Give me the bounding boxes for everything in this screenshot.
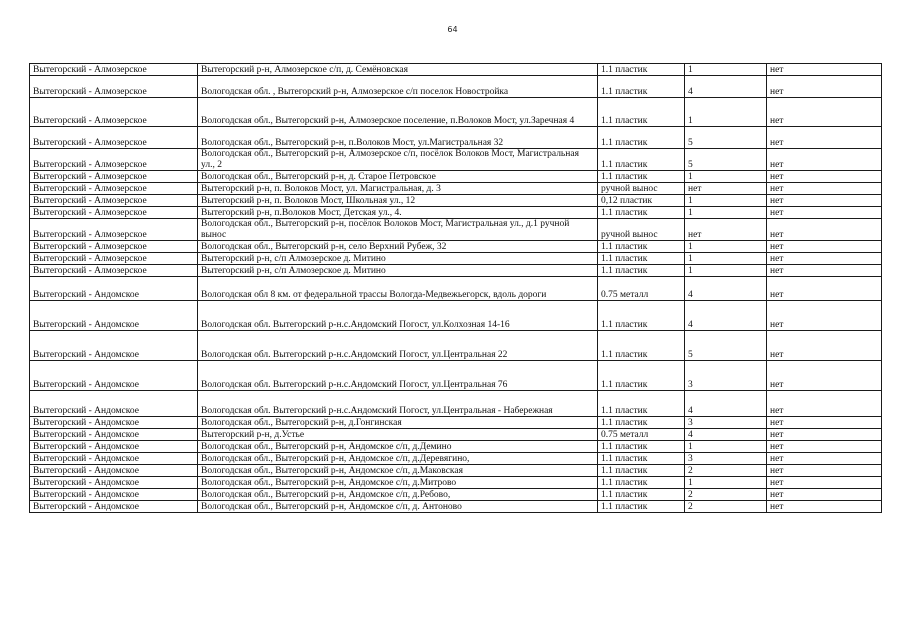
container-type-cell: 1.1 пластик xyxy=(598,477,685,489)
container-count-cell: 1 xyxy=(685,477,767,489)
status-cell: нет xyxy=(767,98,882,127)
table-row xyxy=(30,171,882,183)
address-cell: Вологодская обл., Вытегорский р-н, Андомское с/п, д.Демино xyxy=(198,441,598,453)
container-count-cell: 4 xyxy=(685,76,767,98)
district-cell: Вытегорский - Андомское xyxy=(30,391,198,417)
container-type-cell: 0.75 металл xyxy=(598,429,685,441)
address-cell: Вологодская обл. Вытегорский р-н.с.Андомский Погост, ул.Центральная 22 xyxy=(198,331,598,361)
container-type-cell: 1.1 пластик xyxy=(598,76,685,98)
container-count-cell: 1 xyxy=(685,253,767,265)
table-row xyxy=(30,331,882,361)
status-cell: нет xyxy=(767,265,882,277)
container-type-cell: 1.1 пластик xyxy=(598,361,685,391)
container-count-cell: 5 xyxy=(685,127,767,149)
district-cell: Вытегорский - Андомское xyxy=(30,453,198,465)
table-row xyxy=(30,127,882,149)
address-cell: Вологодская обл., Вытегорский р-н, Алмозерское с/п, посёлок Волоков Мост, Магистральная ул., 2 xyxy=(198,149,598,171)
status-cell: нет xyxy=(767,501,882,513)
address-cell: Вологодская обл., Вытегорский р-н, Андомское с/п, д.Маковская xyxy=(198,465,598,477)
table-row xyxy=(30,417,882,429)
container-type-cell: 1.1 пластик xyxy=(598,98,685,127)
container-type-cell: 1.1 пластик xyxy=(598,253,685,265)
table-row xyxy=(30,253,882,265)
container-count-cell: 1 xyxy=(685,441,767,453)
district-cell: Вытегорский - Алмозерское xyxy=(30,265,198,277)
container-type-cell: 1.1 пластик xyxy=(598,301,685,331)
status-cell: нет xyxy=(767,171,882,183)
address-cell: Вологодская обл., Вытегорский р-н, п.Волоков Мост, ул.Магистральная 32 xyxy=(198,127,598,149)
container-count-cell: 3 xyxy=(685,361,767,391)
table-row xyxy=(30,301,882,331)
status-cell: нет xyxy=(767,465,882,477)
container-type-cell: 1.1 пластик xyxy=(598,441,685,453)
district-cell: Вытегорский - Алмозерское xyxy=(30,76,198,98)
address-cell: Вытегорский р-н, Алмозерское с/п, д. Семёновская xyxy=(198,64,598,76)
table-row xyxy=(30,361,882,391)
district-cell: Вытегорский - Андомское xyxy=(30,361,198,391)
container-count-cell: 4 xyxy=(685,391,767,417)
table-row xyxy=(30,149,882,171)
address-cell: Вытегорский р-н, с/п Алмозерское д. Митино xyxy=(198,265,598,277)
district-cell: Вытегорский - Андомское xyxy=(30,331,198,361)
address-cell: Вологодская обл., Вытегорский р-н, д. Старое Петровское xyxy=(198,171,598,183)
status-cell: нет xyxy=(767,453,882,465)
container-type-cell: 0,12 пластик xyxy=(598,195,685,207)
district-cell: Вытегорский - Алмозерское xyxy=(30,219,198,241)
address-cell: Вологодская обл., Вытегорский р-н, посёлок Волоков Мост, Магистральная ул., д.1 ручной вынос xyxy=(198,219,598,241)
container-type-cell: 1.1 пластик xyxy=(598,391,685,417)
table-row xyxy=(30,207,882,219)
address-cell: Вологодская обл., Вытегорский р-н, Алмозерское поселение, п.Волоков Мост, ул.Заречная 4 xyxy=(198,98,598,127)
container-count-cell: 4 xyxy=(685,301,767,331)
status-cell: нет xyxy=(767,127,882,149)
status-cell: нет xyxy=(767,149,882,171)
status-cell: нет xyxy=(767,429,882,441)
container-count-cell: 2 xyxy=(685,489,767,501)
district-cell: Вытегорский - Андомское xyxy=(30,429,198,441)
container-type-cell: ручной вынос xyxy=(598,219,685,241)
container-count-cell: 1 xyxy=(685,171,767,183)
table-row xyxy=(30,489,882,501)
status-cell: нет xyxy=(767,391,882,417)
district-cell: Вытегорский - Андомское xyxy=(30,301,198,331)
address-cell: Вологодская обл. Вытегорский р-н.с.Андомский Погост, ул.Центральная 76 xyxy=(198,361,598,391)
status-cell: нет xyxy=(767,441,882,453)
table-row xyxy=(30,183,882,195)
district-cell: Вытегорский - Алмозерское xyxy=(30,98,198,127)
container-count-cell: 1 xyxy=(685,98,767,127)
status-cell: нет xyxy=(767,183,882,195)
address-cell: Вологодская обл., Вытегорский р-н, Андомское с/п, д.Деревягино, xyxy=(198,453,598,465)
address-cell: Вологодская обл., Вытегорский р-н, Андомское с/п, д. Антоново xyxy=(198,501,598,513)
address-cell: Вытегорский р-н, п. Волоков Мост, ул. Магистральная, д. 3 xyxy=(198,183,598,195)
district-cell: Вытегорский - Алмозерское xyxy=(30,64,198,76)
table-row xyxy=(30,98,882,127)
status-cell: нет xyxy=(767,361,882,391)
address-cell: Вологодская обл. Вытегорский р-н.с.Андомский Погост, ул.Центральная - Набережная xyxy=(198,391,598,417)
address-cell: Вологодская обл 8 км. от федеральной трассы Вологда-Медвежьегорск, вдоль дороги xyxy=(198,277,598,301)
address-cell: Вологодская обл., Вытегорский р-н, д.Гонгинская xyxy=(198,417,598,429)
district-cell: Вытегорский - Алмозерское xyxy=(30,195,198,207)
district-cell: Вытегорский - Алмозерское xyxy=(30,183,198,195)
container-type-cell: 1.1 пластик xyxy=(598,465,685,477)
container-type-cell: 1.1 пластик xyxy=(598,207,685,219)
district-cell: Вытегорский - Андомское xyxy=(30,417,198,429)
container-count-cell: нет xyxy=(685,183,767,195)
table-body xyxy=(30,64,882,513)
status-cell: нет xyxy=(767,301,882,331)
district-cell: Вытегорский - Андомское xyxy=(30,489,198,501)
waste-sites-table xyxy=(29,63,882,513)
status-cell: нет xyxy=(767,253,882,265)
container-count-cell: 2 xyxy=(685,501,767,513)
container-type-cell: 1.1 пластик xyxy=(598,265,685,277)
table-row xyxy=(30,465,882,477)
container-type-cell: 1.1 пластик xyxy=(598,331,685,361)
status-cell: нет xyxy=(767,489,882,501)
status-cell: нет xyxy=(767,477,882,489)
address-cell: Вологодская обл., Вытегорский р-н, Андомское с/п, д.Ребово, xyxy=(198,489,598,501)
address-cell: Вытегорский р-н, с/п Алмозерское д. Митино xyxy=(198,253,598,265)
container-type-cell: ручной вынос xyxy=(598,183,685,195)
district-cell: Вытегорский - Алмозерское xyxy=(30,149,198,171)
container-count-cell: нет xyxy=(685,219,767,241)
district-cell: Вытегорский - Андомское xyxy=(30,465,198,477)
container-count-cell: 1 xyxy=(685,241,767,253)
table-row xyxy=(30,501,882,513)
status-cell: нет xyxy=(767,417,882,429)
container-type-cell: 1.1 пластик xyxy=(598,417,685,429)
address-cell: Вытегорский р-н, п. Волоков Мост, Школьная ул., 12 xyxy=(198,195,598,207)
status-cell: нет xyxy=(767,207,882,219)
container-count-cell: 1 xyxy=(685,195,767,207)
district-cell: Вытегорский - Алмозерское xyxy=(30,253,198,265)
district-cell: Вытегорский - Алмозерское xyxy=(30,171,198,183)
address-cell: Вологодская обл. Вытегорский р-н.с.Андомский Погост, ул.Колхозная 14-16 xyxy=(198,301,598,331)
district-cell: Вытегорский - Алмозерское xyxy=(30,127,198,149)
table-row xyxy=(30,76,882,98)
table-row xyxy=(30,391,882,417)
district-cell: Вытегорский - Андомское xyxy=(30,477,198,489)
district-cell: Вытегорский - Андомское xyxy=(30,277,198,301)
status-cell: нет xyxy=(767,195,882,207)
container-count-cell: 1 xyxy=(685,207,767,219)
container-count-cell: 5 xyxy=(685,331,767,361)
container-count-cell: 4 xyxy=(685,277,767,301)
district-cell: Вытегорский - Андомское xyxy=(30,441,198,453)
container-count-cell: 5 xyxy=(685,149,767,171)
table-row xyxy=(30,241,882,253)
table-row xyxy=(30,441,882,453)
status-cell: нет xyxy=(767,331,882,361)
container-type-cell: 1.1 пластик xyxy=(598,127,685,149)
container-count-cell: 3 xyxy=(685,417,767,429)
container-type-cell: 1.1 пластик xyxy=(598,453,685,465)
table-row xyxy=(30,453,882,465)
table-row xyxy=(30,277,882,301)
status-cell: нет xyxy=(767,219,882,241)
page-number: 64 xyxy=(447,25,458,34)
container-count-cell: 3 xyxy=(685,453,767,465)
table-row xyxy=(30,64,882,76)
container-type-cell: 0.75 металл xyxy=(598,277,685,301)
table-row xyxy=(30,195,882,207)
container-count-cell: 1 xyxy=(685,265,767,277)
table-row xyxy=(30,477,882,489)
container-type-cell: 1.1 пластик xyxy=(598,171,685,183)
container-type-cell: 1.1 пластик xyxy=(598,489,685,501)
table-row xyxy=(30,219,882,241)
container-type-cell: 1.1 пластик xyxy=(598,149,685,171)
status-cell: нет xyxy=(767,241,882,253)
district-cell: Вытегорский - Алмозерское xyxy=(30,241,198,253)
address-cell: Вытегорский р-н, д.Устье xyxy=(198,429,598,441)
table-row xyxy=(30,429,882,441)
status-cell: нет xyxy=(767,277,882,301)
status-cell: нет xyxy=(767,64,882,76)
container-type-cell: 1.1 пластик xyxy=(598,241,685,253)
container-type-cell: 1.1 пластик xyxy=(598,64,685,76)
container-count-cell: 4 xyxy=(685,429,767,441)
container-count-cell: 2 xyxy=(685,465,767,477)
container-type-cell: 1.1 пластик xyxy=(598,501,685,513)
address-cell: Вологодская обл. , Вытегорский р-н, Алмозерское с/п поселок Новостройка xyxy=(198,76,598,98)
address-cell: Вологодская обл., Вытегорский р-н, село Верхний Рубеж, 32 xyxy=(198,241,598,253)
district-cell: Вытегорский - Андомское xyxy=(30,501,198,513)
address-cell: Вологодская обл., Вытегорский р-н, Андомское с/п, д.Митрово xyxy=(198,477,598,489)
table-row xyxy=(30,265,882,277)
container-count-cell: 1 xyxy=(685,64,767,76)
address-cell: Вытегорский р-н, п.Волоков Мост, Детская ул., 4. xyxy=(198,207,598,219)
status-cell: нет xyxy=(767,76,882,98)
district-cell: Вытегорский - Алмозерское xyxy=(30,207,198,219)
